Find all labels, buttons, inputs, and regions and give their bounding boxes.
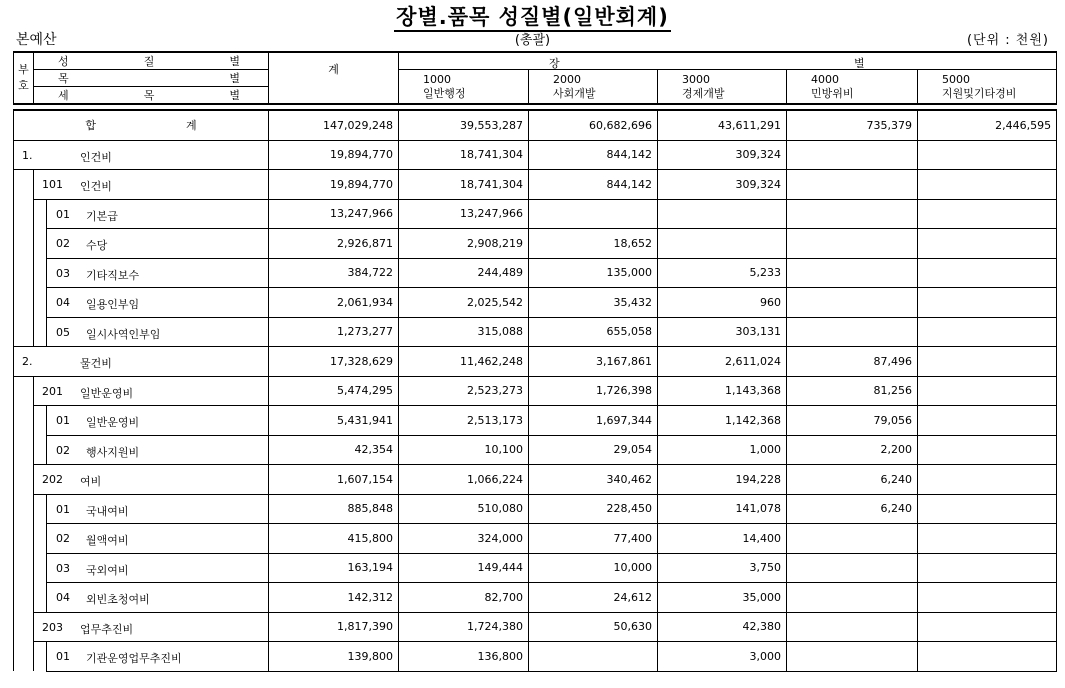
row-value: 510,080 <box>399 494 529 524</box>
row-code: 2. <box>22 355 33 368</box>
row-total: 17,328,629 <box>269 347 399 377</box>
row-value: 2,200 <box>787 435 918 465</box>
row-value <box>787 258 918 288</box>
row-value <box>787 583 918 613</box>
row-name: 기본급 <box>86 209 118 223</box>
category-4000: 4000 민방위비 <box>787 70 918 105</box>
row-value: 82,700 <box>399 583 529 613</box>
row-label <box>47 258 269 288</box>
row-label <box>47 524 269 554</box>
row-label <box>47 288 269 318</box>
row-total: 19,894,770 <box>269 170 399 200</box>
row-value: 1,142,368 <box>658 406 787 436</box>
row-code: 202 <box>42 473 63 486</box>
row-value: 11,462,248 <box>399 347 529 377</box>
row-value: 2,025,542 <box>399 288 529 318</box>
row-value: 3,000 <box>658 642 787 672</box>
row-value: 29,054 <box>529 435 658 465</box>
row-code: 02 <box>56 237 70 250</box>
row-value <box>787 524 918 554</box>
row-value: 14,400 <box>658 524 787 554</box>
row-code: 201 <box>42 384 63 398</box>
row-total: 42,354 <box>269 435 399 465</box>
row-label <box>34 170 269 200</box>
budget-type: 본예산 <box>16 32 57 48</box>
row-code: 01 <box>56 414 70 427</box>
se-header: 세 목 별 <box>34 87 269 105</box>
row-name: 인건비 <box>80 150 112 164</box>
row-code: 203 <box>42 620 63 634</box>
row-name: 물건비 <box>80 357 112 370</box>
row-value: 10,100 <box>399 435 529 465</box>
table-row <box>14 406 1057 436</box>
row-value <box>918 406 1057 436</box>
row-value: 149,444 <box>399 553 529 583</box>
row-value: 960 <box>658 288 787 318</box>
row-value: 309,324 <box>658 170 787 200</box>
row-value: 655,058 <box>529 317 658 347</box>
row-value: 18,652 <box>529 229 658 259</box>
category-5000: 5000 지원및기타경비 <box>918 70 1057 105</box>
row-value: 87,496 <box>787 347 918 377</box>
row-value <box>787 642 918 672</box>
row-value: 35,000 <box>658 583 787 613</box>
row-value: 10,000 <box>529 553 658 583</box>
page-title: 장별.품목 성질별(일반회계) <box>0 1 1065 31</box>
row-value: 844,142 <box>529 140 658 170</box>
row-total: 1,607,154 <box>269 465 399 495</box>
row-value <box>787 553 918 583</box>
table-row <box>14 258 1057 288</box>
row-name: 국외여비 <box>86 563 129 577</box>
row-total: 139,800 <box>269 642 399 672</box>
row-code: 1. <box>22 148 33 162</box>
row-name: 국내여비 <box>86 504 129 518</box>
row-value: 228,450 <box>529 494 658 524</box>
row-value <box>918 465 1057 495</box>
row-name: 행사지원비 <box>86 445 140 459</box>
table-header <box>14 52 1057 104</box>
row-value: 1,000 <box>658 435 787 465</box>
category-2000: 2000 사회개발 <box>529 70 658 105</box>
table-row <box>14 317 1057 347</box>
row-total: 1,273,277 <box>269 317 399 347</box>
row-value: 79,056 <box>787 406 918 436</box>
row-label <box>14 140 269 170</box>
row-value <box>787 317 918 347</box>
row-value <box>918 140 1057 170</box>
row-value <box>918 524 1057 554</box>
row-value: 135,000 <box>529 258 658 288</box>
total-header: 계 <box>269 52 399 104</box>
row-label <box>47 406 269 436</box>
row-value <box>918 435 1057 465</box>
table-row <box>14 347 1057 377</box>
row-code: 01 <box>56 502 70 516</box>
row-name: 수당 <box>86 239 108 252</box>
row-value: 77,400 <box>529 524 658 554</box>
row-total: 5,431,941 <box>269 406 399 436</box>
row-value: 5,233 <box>658 258 787 288</box>
table-row <box>14 288 1057 318</box>
row-value <box>529 199 658 229</box>
table-row <box>14 642 1057 672</box>
row-value: 244,489 <box>399 258 529 288</box>
row-code: 01 <box>56 207 70 221</box>
row-value: 6,240 <box>787 465 918 495</box>
unit-label: (단위 : 천원) <box>966 33 1049 48</box>
row-value <box>918 553 1057 583</box>
row-value <box>529 642 658 672</box>
row-total: 885,848 <box>269 494 399 524</box>
row-value: 18,741,304 <box>399 170 529 200</box>
table-row <box>14 612 1057 642</box>
row-name: 기관운영업무추진비 <box>86 652 182 665</box>
row-value: 81,256 <box>787 376 918 406</box>
row-value: 1,724,380 <box>399 612 529 642</box>
row-value: 2,523,273 <box>399 376 529 406</box>
table-row <box>14 140 1057 170</box>
row-label <box>34 376 269 406</box>
row-value <box>918 347 1057 377</box>
row-code: 101 <box>42 178 63 191</box>
row-value: 2,611,024 <box>658 347 787 377</box>
row-label <box>47 642 269 672</box>
row-value: 2,513,173 <box>399 406 529 436</box>
row-code: 02 <box>56 532 70 545</box>
row-label <box>47 583 269 613</box>
row-value: 2,908,219 <box>399 229 529 259</box>
row-label <box>47 229 269 259</box>
row-value <box>918 642 1057 672</box>
jang-header: 장 별 <box>399 52 1057 70</box>
row-value: 340,462 <box>529 465 658 495</box>
row-code: 05 <box>56 325 70 339</box>
row-value <box>658 199 787 229</box>
row-total: 1,817,390 <box>269 612 399 642</box>
category-3000: 3000 경제개발 <box>658 70 787 105</box>
row-value: 3,750 <box>658 553 787 583</box>
row-name: 일용인부임 <box>86 298 140 311</box>
row-label <box>14 347 269 377</box>
row-total: 5,474,295 <box>269 376 399 406</box>
row-value: 309,324 <box>658 140 787 170</box>
row-value <box>918 494 1057 524</box>
row-label <box>47 435 269 465</box>
row-value: 324,000 <box>399 524 529 554</box>
row-label <box>34 465 269 495</box>
row-total: 415,800 <box>269 524 399 554</box>
row-name: 기타직보수 <box>86 268 140 282</box>
row-value <box>787 288 918 318</box>
row-value: 194,228 <box>658 465 787 495</box>
row-value <box>787 140 918 170</box>
table-row <box>14 229 1057 259</box>
table-row <box>14 583 1057 613</box>
table-row <box>14 524 1057 554</box>
row-value <box>787 612 918 642</box>
row-value: 1,726,398 <box>529 376 658 406</box>
category-1000: 1000 일반행정 <box>399 70 529 105</box>
row-label <box>47 553 269 583</box>
row-code: 04 <box>56 296 70 309</box>
row-value: 1,143,368 <box>658 376 787 406</box>
row-value: 24,612 <box>529 583 658 613</box>
row-value <box>787 170 918 200</box>
row-name: 일반운영비 <box>86 416 140 429</box>
row-value: 42,380 <box>658 612 787 642</box>
table-row <box>14 553 1057 583</box>
row-total: 163,194 <box>269 553 399 583</box>
row-value <box>658 229 787 259</box>
row-value: 303,131 <box>658 317 787 347</box>
row-label <box>47 199 269 229</box>
row-label <box>34 612 269 642</box>
row-total: 2,926,871 <box>269 229 399 259</box>
row-code: 02 <box>56 443 70 457</box>
row-value <box>787 229 918 259</box>
row-code: 03 <box>56 561 70 575</box>
row-value <box>918 583 1057 613</box>
row-value: 141,078 <box>658 494 787 524</box>
table-row <box>14 376 1057 406</box>
row-value: 1,066,224 <box>399 465 529 495</box>
row-total: 384,722 <box>269 258 399 288</box>
grand-total-value: 147,029,248 <box>269 110 399 140</box>
row-name: 인건비 <box>80 180 112 193</box>
row-value: 18,741,304 <box>399 140 529 170</box>
row-value <box>918 317 1057 347</box>
row-total: 19,894,770 <box>269 140 399 170</box>
table-row <box>14 494 1057 524</box>
row-value <box>918 376 1057 406</box>
budget-table <box>13 51 1056 672</box>
row-value: 315,088 <box>399 317 529 347</box>
table-row <box>14 435 1057 465</box>
row-value: 1,697,344 <box>529 406 658 436</box>
row-code: 03 <box>56 266 70 280</box>
bu-ho-header: 부 호 <box>14 52 34 104</box>
row-value <box>918 258 1057 288</box>
row-total: 2,061,934 <box>269 288 399 318</box>
row-label <box>47 494 269 524</box>
table-row <box>14 465 1057 495</box>
seongjil-header: 성 질 별 <box>34 52 269 70</box>
row-value: 13,247,966 <box>399 199 529 229</box>
row-value <box>918 199 1057 229</box>
row-name: 여비 <box>80 475 102 488</box>
row-name: 업무추진비 <box>80 622 134 636</box>
grand-total-row: 합 계 147,029,248 39,553,287 60,682,696 43,611,291 735,379 2,446,595 <box>14 110 1057 140</box>
row-value: 50,630 <box>529 612 658 642</box>
row-value: 6,240 <box>787 494 918 524</box>
row-total: 142,312 <box>269 583 399 613</box>
row-value: 35,432 <box>529 288 658 318</box>
row-value: 844,142 <box>529 170 658 200</box>
row-value: 136,800 <box>399 642 529 672</box>
table-body <box>14 110 1057 671</box>
table-row <box>14 170 1057 200</box>
mok-header: 목 별 <box>34 70 269 87</box>
row-value <box>787 199 918 229</box>
row-name: 외빈초청여비 <box>86 593 150 606</box>
row-name: 일반운영비 <box>80 386 134 400</box>
row-value <box>918 612 1057 642</box>
row-value <box>918 229 1057 259</box>
row-name: 일시사역인부임 <box>86 327 161 341</box>
row-code: 01 <box>56 650 70 663</box>
row-code: 04 <box>56 591 70 604</box>
row-value <box>918 288 1057 318</box>
row-value: 3,167,861 <box>529 347 658 377</box>
row-total: 13,247,966 <box>269 199 399 229</box>
scope-label: (총괄) <box>514 33 551 48</box>
row-label <box>47 317 269 347</box>
row-value <box>918 170 1057 200</box>
row-name: 월액여비 <box>86 534 129 547</box>
table-row <box>14 199 1057 229</box>
